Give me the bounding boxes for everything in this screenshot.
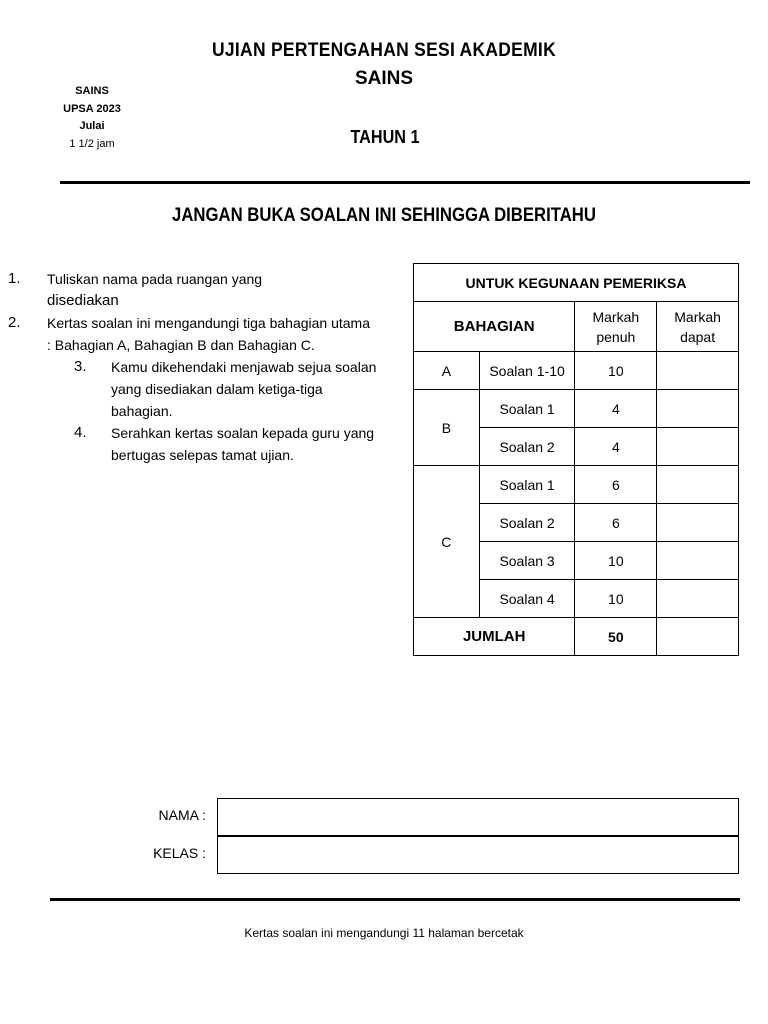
class-label: KELAS : (153, 845, 206, 861)
column-header-line: Markah (592, 308, 640, 325)
exam-year: TAHUN 1 (350, 127, 420, 147)
meta-month: Julai (79, 120, 105, 132)
meta-duration: 1 1/2 jam (69, 138, 115, 150)
question-cell: Soalan 2 (479, 428, 575, 466)
total-marks: 50 (575, 618, 657, 656)
meta-subject: SAINS (75, 85, 109, 97)
instruction-text: bahagian. (111, 403, 173, 419)
instruction-text: yang disediakan dalam ketiga-tiga (111, 381, 323, 397)
instruction-number: 3. (74, 358, 87, 375)
instruction-number: 2. (8, 314, 21, 331)
question-cell: Soalan 4 (479, 580, 575, 618)
instruction-text: Kamu dikehendaki menjawab sejua soalan (111, 359, 377, 375)
marks-obtained-cell[interactable] (657, 428, 739, 466)
instruction-number: 4. (74, 424, 87, 441)
column-header-section: BAHAGIAN (414, 302, 575, 352)
marks-obtained-cell[interactable] (657, 542, 739, 580)
column-header-marks-obtained (657, 302, 739, 352)
page-count-note: Kertas soalan ini mengandungi 11 halaman bercetak (244, 926, 524, 940)
full-marks-cell: 10 (575, 352, 657, 390)
instruction-text: disediakan (47, 292, 119, 309)
instruction-text: : Bahagian A, Bahagian B dan Bahagian C. (47, 337, 315, 353)
examiner-table (413, 263, 739, 656)
question-cell: Soalan 1-10 (479, 352, 575, 390)
column-header-line: dapat (680, 328, 716, 345)
marks-obtained-cell[interactable] (657, 580, 739, 618)
total-obtained-cell[interactable] (657, 618, 739, 656)
table-title: UNTUK KEGUNAAN PEMERIKSA (414, 264, 739, 302)
full-marks-cell: 10 (575, 580, 657, 618)
section-label: C (414, 466, 480, 618)
question-cell: Soalan 1 (479, 466, 575, 504)
instruction-number: 1. (8, 270, 21, 287)
instructions (0, 0, 410, 480)
question-cell: Soalan 3 (479, 542, 575, 580)
exam-subject: SAINS (354, 68, 414, 89)
marks-obtained-cell[interactable] (657, 504, 739, 542)
question-cell: Soalan 2 (479, 504, 575, 542)
full-marks-cell: 4 (575, 390, 657, 428)
footer-divider (50, 898, 740, 901)
instruction-text: bertugas selepas tamat ujian. (111, 447, 294, 463)
section-label: A (414, 352, 480, 390)
column-header-line: penuh (596, 328, 636, 345)
total-label: JUMLAH (414, 618, 575, 656)
name-label: NAMA : (158, 807, 206, 823)
name-field[interactable] (217, 798, 739, 836)
class-field[interactable] (217, 836, 739, 874)
marks-obtained-cell[interactable] (657, 352, 739, 390)
exam-title: UJIAN PERTENGAHAN SESI AKADEMIK (212, 40, 556, 61)
marks-obtained-cell[interactable] (657, 390, 739, 428)
instruction-text: Kertas soalan ini mengandungi tiga bahagian utama (47, 315, 371, 331)
instruction-text: Serahkan kertas soalan kepada guru yang (111, 425, 375, 441)
marks-obtained-cell[interactable] (657, 466, 739, 504)
question-cell: Soalan 1 (479, 390, 575, 428)
full-marks-cell: 6 (575, 504, 657, 542)
section-label: B (414, 390, 480, 466)
column-header-full-marks (575, 302, 657, 352)
full-marks-cell: 10 (575, 542, 657, 580)
column-header-line: Markah (674, 308, 721, 325)
warning-text: JANGAN BUKA SOALAN INI SEHINGGA DIBERITAHU (172, 205, 596, 226)
meta-exam: UPSA 2023 (63, 103, 121, 115)
full-marks-cell: 4 (575, 428, 657, 466)
instruction-text: Tuliskan nama pada ruangan yang (47, 271, 263, 287)
full-marks-cell: 6 (575, 466, 657, 504)
